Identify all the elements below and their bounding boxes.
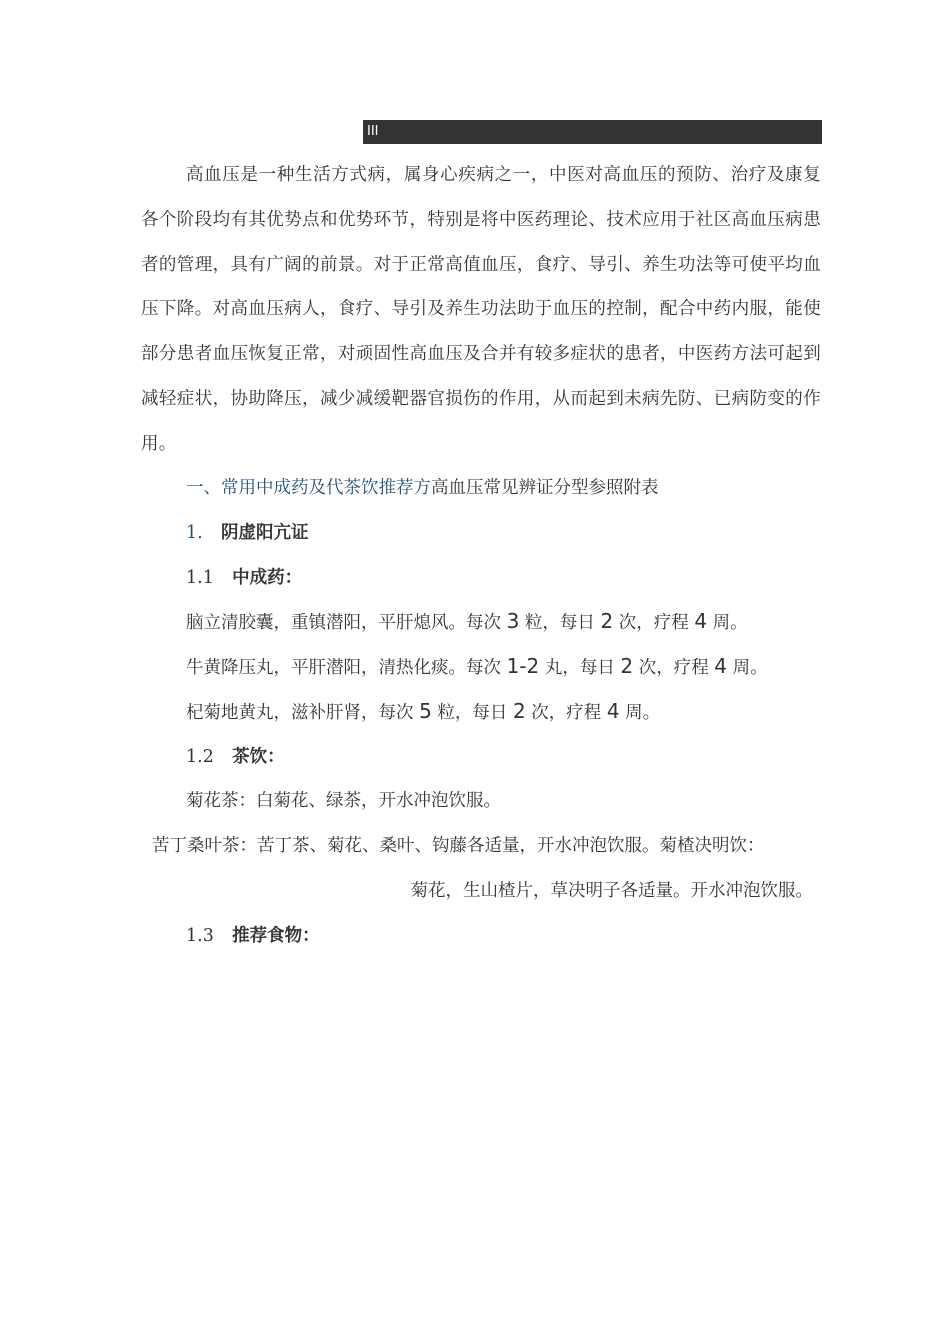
med-text: 脑立清胶囊，重镇潜阳，平肝熄风。每次 xyxy=(186,613,501,633)
med-weeks: 4 xyxy=(714,654,728,678)
subheading-1-2 xyxy=(186,745,285,769)
med-text: 杞菊地黄丸，滋补肝肾，每次 xyxy=(186,703,414,723)
med-line-1 xyxy=(186,609,748,635)
med-text: 牛黄降压丸，平肝潜阳，清热化痰。每次 xyxy=(186,658,501,678)
subheading-1-3-num: 1.3 xyxy=(186,926,214,946)
med-dose: 1-2 xyxy=(506,654,540,678)
subheading-1-1-num: 1.1 xyxy=(186,568,214,588)
med-times: 2 xyxy=(620,654,634,678)
subheading-1-title: 阴虚阳亢证 xyxy=(220,523,309,543)
subheading-1-2-num: 1.2 xyxy=(186,747,214,767)
section-heading xyxy=(186,476,659,500)
section-heading-link[interactable]: 一、常用中成药及代茶饮推荐方 xyxy=(186,478,431,498)
subheading-1-2-title: 茶饮： xyxy=(232,747,285,767)
subheading-1-1 xyxy=(186,566,302,590)
subheading-1-3-title: 推荐食物： xyxy=(232,926,320,946)
med-text: 次，疗程 xyxy=(531,703,602,723)
med-weeks: 4 xyxy=(694,609,708,633)
med-text: 丸，每日 xyxy=(544,658,615,678)
subheading-1-1-title: 中成药： xyxy=(232,568,303,588)
med-line-3 xyxy=(186,699,660,725)
med-text: 次，疗程 xyxy=(638,658,709,678)
med-dose: 3 xyxy=(506,609,520,633)
tea-line-2: 苦丁桑叶茶：苦丁茶、菊花、桑叶、钩藤各适量，开水冲泡饮服。菊楂决明饮： xyxy=(152,836,765,856)
section-heading-rest: 高血压常见辨证分型参照附表 xyxy=(431,478,659,498)
med-text: 粒，每日 xyxy=(524,613,595,633)
header-bar xyxy=(363,120,822,144)
header-mark: III xyxy=(367,124,379,139)
tea-line-1: 菊花茶：白菊花、绿茶，开水冲泡饮服。 xyxy=(186,791,501,811)
med-weeks: 4 xyxy=(606,699,620,723)
subheading-1-num: 1. xyxy=(186,523,203,543)
med-times: 2 xyxy=(600,609,614,633)
med-text: 周。 xyxy=(732,658,768,678)
med-text: 粒，每日 xyxy=(437,703,508,723)
med-text: 次，疗程 xyxy=(618,613,689,633)
subheading-1-3 xyxy=(186,924,320,948)
intro-paragraph: 高血压是一种生活方式病，属身心疾病之一，中医对高血压的预防、治疗及康复各个阶段均有其优势点和优势环节，特别是将中医药理论、技术应用于社区高血压病患者的管理，具有广阔的前景。对于正常高值血压，食疗、导引、养生功法等可使平均血压下降。对高血压病人，食疗、导引及养生功法助于血压的控制，配合中药内服，能使部分患者血压恢复正常，对顽固性高血压及合并有较多症状的患者，中医药方法可起到减轻症状，协助降压，减少减缓靶器官损伤的作用，从而起到未病先防、已病防变的作用。 xyxy=(141,165,821,454)
med-line-2 xyxy=(186,654,768,680)
med-text: 周。 xyxy=(712,613,748,633)
med-text: 周。 xyxy=(625,703,661,723)
med-times: 2 xyxy=(512,699,526,723)
tea-line-3: 菊花，生山楂片，草决明子各适量。开水冲泡饮服。 xyxy=(410,881,813,901)
med-dose: 5 xyxy=(419,699,432,723)
subheading-1 xyxy=(186,521,308,545)
